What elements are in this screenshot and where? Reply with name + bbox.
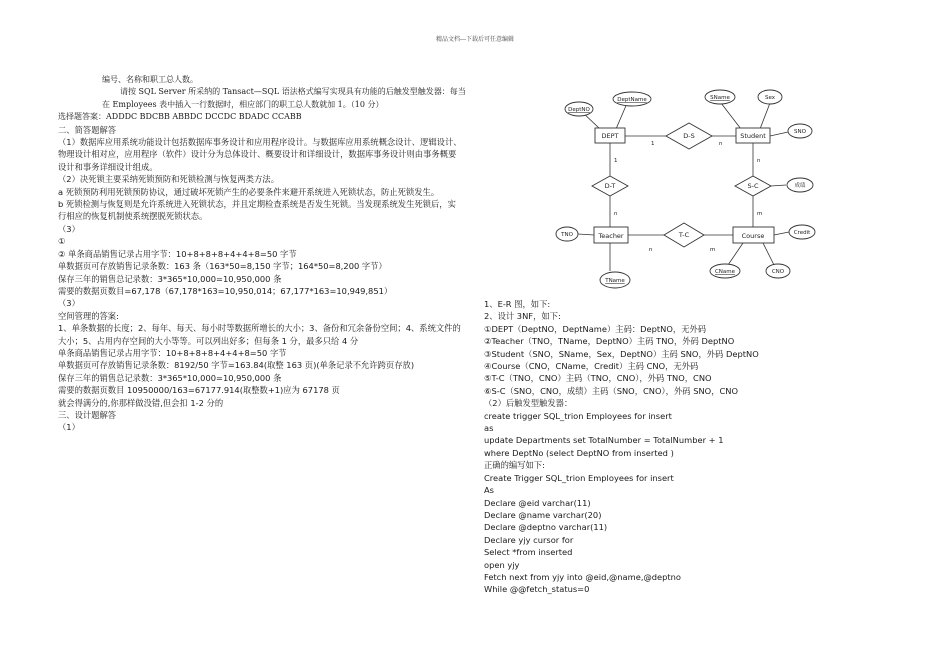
- right-line: （2）后触发型触发器：: [484, 398, 573, 409]
- left-paragraph: 请按 SQL Server 所采纳的 Tansact—SQL 语法格式编写实现具有功能的后触发型触发器：每当: [120, 87, 466, 97]
- left-paragraph: 单数据页可存放销售记录条数：163 条（163*50=8,150 字节；164*50=8,200 字节）: [58, 261, 387, 272]
- right-line: Create Trigger SQL_trion Employees for insert: [484, 472, 674, 483]
- right-line: ⑤T-C（TNO，CNO）主码（TNO，CNO），外码 TNO，CNO: [484, 373, 712, 384]
- entity-teacher-label: Teacher: [598, 232, 624, 240]
- left-paragraph: 空间管理的答案:: [58, 310, 119, 321]
- attr-tno-label: TNO: [561, 232, 573, 238]
- entity-student-label: Student: [740, 132, 766, 140]
- card-sc-course: m: [757, 211, 763, 217]
- er-line: [760, 103, 770, 129]
- entity-course-label: Course: [741, 232, 765, 240]
- right-line: update Departments set TotalNumber = TotalNumber + 1: [484, 435, 724, 446]
- right-line: where DeptNo (select DeptNO from inserted ): [484, 447, 674, 458]
- right-line: Declare @name varchar(20): [484, 509, 602, 520]
- right-line: While @@fetch_status=0: [484, 584, 590, 595]
- left-paragraph: 就会得满分的,你那样做没错,但会扣 1-2 分的: [58, 397, 224, 408]
- right-line: Fetch next from yjy into @eid,@name,@deptno: [484, 571, 681, 582]
- attr-sname-label: SName: [710, 95, 730, 101]
- left-paragraph: 单数据页可存放销售记录条数：8192/50 字节=163.84(取整 163 页)(单条记录不允许跨页存放): [58, 360, 415, 371]
- er-line: [774, 232, 789, 235]
- er-line: [728, 243, 743, 265]
- right-line: Declare @eid varchar(11): [484, 497, 591, 508]
- left-paragraph: 保存三年的销售总记录数：3*365*10,000=10,950,000 条: [58, 372, 282, 383]
- left-paragraph: 选择题答案：ADDDC BDCBB ABBDC DCCDC BDADC CCABB: [58, 112, 302, 122]
- left-column: [58, 74, 466, 434]
- attr-credit-label: Credit: [793, 230, 811, 236]
- card-tc-teacher: n: [649, 247, 653, 253]
- card-dt-dept: 1: [614, 158, 618, 164]
- right-line: ④Course（CNO，CName，Credit）主码 CNO，无外码: [484, 361, 699, 372]
- right-line: ③Student（SNO，SName，Sex，DeptNO）主码 SNO，外码 DeptNO: [484, 348, 759, 359]
- left-paragraph: （3）: [58, 223, 80, 234]
- right-line: Declare yjy cursor for: [484, 534, 574, 545]
- left-paragraph: 二、简答题解答: [58, 124, 117, 135]
- card-tc-course: m: [710, 247, 716, 253]
- right-line: ②Teacher（TNO，TName，DeptNO）主码 TNO，外码 DeptNO: [484, 336, 735, 347]
- entity-dept-label: DEPT: [601, 132, 619, 140]
- relation-tc-label: T-C: [678, 231, 690, 239]
- right-line: 2、设计 3NF，如下:: [484, 311, 561, 322]
- left-paragraph: （3）: [58, 298, 80, 309]
- left-paragraph: a 死锁预防利用死锁预防协议，通过破坏死锁产生的必要条件来避开系统进入死锁状态，防止死锁发生。: [58, 186, 440, 197]
- er-diagram: [548, 80, 818, 290]
- left-paragraph: 需要的数据页数目 10950000/163=67177.914(取整数+1)应为 67178 页: [58, 385, 340, 396]
- left-paragraph: （1）数据库应用系统功能设计包括数据库事务设计和应用程序设计。与数据库应用系统概念设计、逻辑设计、物理设计相对应，应用程序（软件）设计分为总体设计、概要设计和详细设计，数据库事务设计则由事务概要设计和事务详细设计组成。: [58, 137, 462, 172]
- attr-tname-label: TName: [605, 278, 625, 284]
- page-header: 精品文档---下载后可任意编辑: [435, 36, 515, 43]
- right-line: create trigger SQL_trion Employees for insert: [484, 410, 672, 421]
- relation-sc-label: S-C: [747, 182, 759, 190]
- right-line: As: [484, 485, 494, 496]
- er-line: [721, 103, 741, 129]
- relation-ds-label: D-S: [683, 132, 695, 140]
- right-column: [484, 298, 924, 596]
- left-paragraph: ② 单条商品销售记录占用字节：10+8+8+8+4+4+8=50 字节: [58, 248, 297, 259]
- attr-sex-label: Sex: [764, 95, 776, 101]
- left-paragraph: 需要的数据页数目=67,178（67,178*163=10,950,014；67,177*163=10,949,851）: [58, 285, 393, 296]
- attr-deptname-label: DeptName: [617, 97, 647, 103]
- left-paragraph: b 死锁检测与恢复则是允许系统进入死锁状态，并且定期检查系统是否发生死锁。当发现系统发生死锁后，实行相应的恢复机制使系统摆脱死锁状态。: [58, 199, 456, 222]
- left-paragraph: 在 Employees 表中插入一行数据时，相应部门的职工总人数就加 1。（10 分）: [102, 99, 384, 109]
- left-paragraph: （2）决死锁主要采纳死锁预防和死锁检测与恢复两类方法。: [58, 174, 279, 185]
- attr-cname-label: CName: [714, 269, 736, 275]
- attr-deptno-label: DeptNO: [568, 107, 590, 113]
- card-ds-student: n: [719, 141, 723, 147]
- er-line: [763, 243, 774, 265]
- right-line: as: [484, 423, 494, 434]
- left-paragraph: 单条商品销售记录占用字节：10+8+8+8+4+4+8=50 字节: [58, 347, 287, 358]
- card-sc-student: n: [757, 158, 761, 164]
- right-line: 1、E-R 图，如下:: [484, 299, 551, 309]
- er-line: [770, 132, 788, 136]
- right-line: ①DEPT（DeptNO，DeptName）主码：DeptNO，无外码: [484, 323, 707, 334]
- right-line: 正确的编写如下:: [484, 460, 545, 471]
- right-line: ⑥S-C（SNO，CNO，成绩）主码（SNO，CNO），外码 SNO，CNO: [484, 385, 739, 396]
- attr-cno-label: CNO: [771, 269, 785, 275]
- left-paragraph: （1）: [58, 422, 80, 433]
- left-paragraph: 保存三年的销售总记录数：3*365*10,000=10,950,000 条: [58, 273, 282, 284]
- right-line: Select *from inserted: [484, 547, 573, 558]
- card-ds-dept: 1: [651, 141, 655, 147]
- relation-dt-label: D-T: [604, 182, 616, 190]
- left-paragraph: 1、单条数据的长度；2、每年、每天、每小时等数据所增长的大小；3、备份和冗余备份空间；4、系统文件的大小；5、占用内存空间的大小等等。可以列出好多；但每条 1 分，最多只给 4 分: [58, 323, 461, 346]
- er-line: [771, 185, 786, 186]
- er-line: [578, 234, 594, 235]
- right-line: open yjy: [484, 559, 520, 570]
- left-paragraph: 编号、名称和职工总人数。: [102, 75, 198, 84]
- card-dt-teacher: n: [614, 211, 618, 217]
- left-paragraph: 三、设计题解答: [58, 409, 117, 420]
- attr-score-label: 成绩: [794, 183, 806, 189]
- left-paragraph: ①: [58, 236, 66, 247]
- right-line: Declare @deptno varchar(11): [484, 522, 608, 533]
- attr-sno-label: SNO: [794, 129, 806, 135]
